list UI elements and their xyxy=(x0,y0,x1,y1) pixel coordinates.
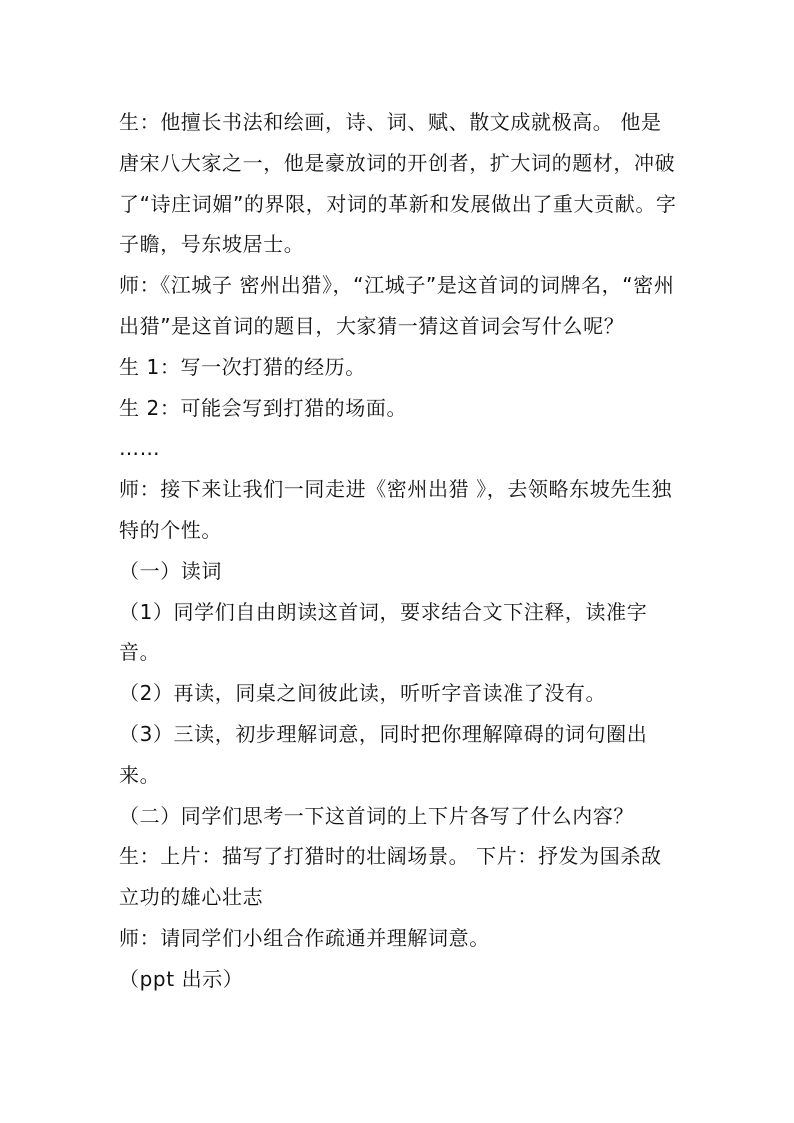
step-3-understand: （3）三读，初步理解词意，同时把你理解障碍的词句圈出来。 xyxy=(119,721,648,787)
paragraph-student-2-answer: 生 2：可能会写到打猎的场面。 xyxy=(119,395,408,420)
section-heading-think-content: （二）同学们思考一下这首词的上下片各写了什么内容？ xyxy=(119,803,634,828)
step-1-free-reading: （1）同学们自由朗读这首词，要求结合文下注释，读准字音。 xyxy=(119,599,648,665)
paragraph-teacher-title-question: 师：《江城子 密州出猎》，“江城子”是这首词的词牌名，“密州出猎”是这首词的题目，大家猜一猜这首词会写什么呢？ xyxy=(119,273,675,338)
paragraph-teacher-group-work: 师：请同学们小组合作疏通并理解词意。 xyxy=(119,925,490,950)
paragraph-su-shi-intro: 生：他擅长书法和绘画，诗、词、赋、散文成就极高。 他是唐宋八大家之一，他是豪放词的开创者，扩大词的题材，冲破了“诗庄词媚”的界限，对词的革新和发展做出了重大贡献。字子瞻，号东坡居士。 xyxy=(119,110,677,257)
section-heading-read-poem: （一）读词 xyxy=(119,558,222,583)
paragraph-teacher-transition: 师：接下来让我们一同走进《密州出猎 》，去领略东坡先生独特的个性。 xyxy=(119,477,673,542)
paragraph-student-1-answer: 生 1：写一次打猎的经历。 xyxy=(119,354,366,379)
step-2-reread: （2）再读，同桌之间彼此读，听听字音读准了没有。 xyxy=(119,681,607,706)
document-body xyxy=(119,102,679,1000)
paragraph-ppt-note: （ppt 出示） xyxy=(119,966,244,991)
paragraph-student-summary: 生：上片：描写了打猎时的壮阔场景。 下片：抒发为国杀敌立功的雄心壮志 xyxy=(119,844,662,910)
paragraph-ellipsis: …… xyxy=(119,436,161,461)
